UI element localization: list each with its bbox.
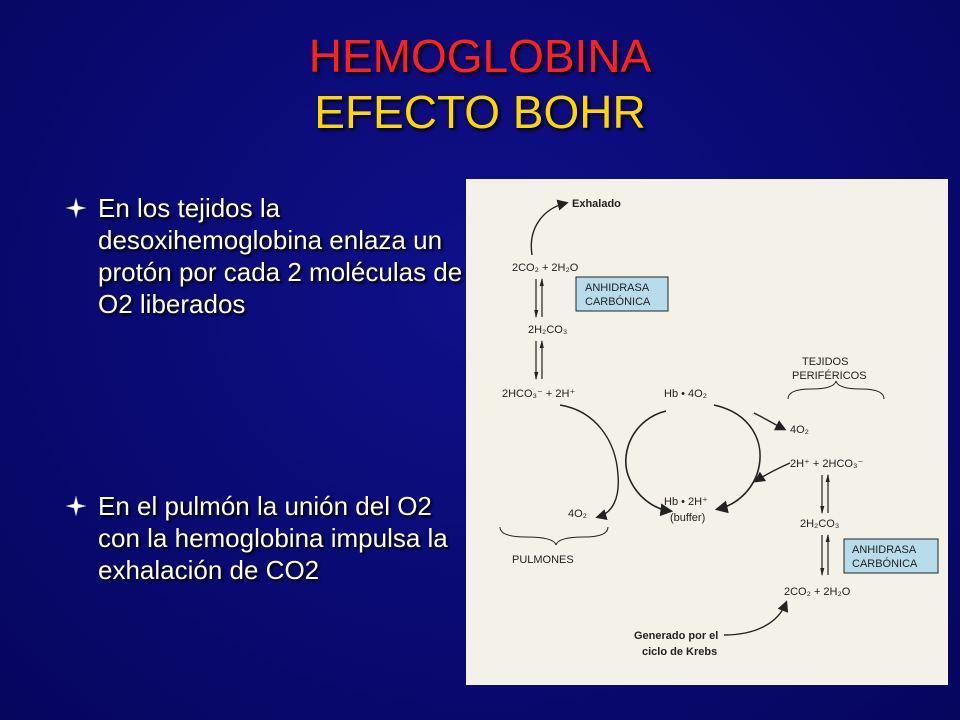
arrow-h-to-hb — [560, 405, 618, 517]
label-top-h2co3: 2H₂CO₃ — [528, 324, 568, 336]
label-pulmones: PULMONES — [512, 554, 574, 566]
label-tejidos-1: TEJIDOS — [802, 356, 849, 368]
label-bottom-co2-h2o: 2CO₂ + 2H₂O — [784, 586, 851, 598]
slide-title — [0, 28, 960, 140]
title-line-efecto-bohr: EFECTO BOHR — [314, 86, 646, 138]
label-right-h-hco3: 2H⁺ + 2HCO₃⁻ — [790, 458, 864, 470]
diagram-svg — [466, 179, 948, 685]
brace-tejidos — [788, 381, 884, 399]
enzyme-bottom-line2: CARBÓNICA — [852, 558, 918, 570]
equilibrium-arrows-right-2 — [822, 535, 828, 575]
diamond-bullet-icon — [66, 198, 86, 218]
title-line-hemoglobina: HEMOGLOBINA — [308, 30, 652, 82]
bullet-item-tejidos — [66, 192, 466, 320]
diamond-bullet-icon — [66, 496, 86, 516]
label-generado-2: ciclo de Krebs — [642, 646, 718, 658]
enzyme-bottom-line1: ANHIDRASA — [852, 544, 917, 556]
bullet-text-tejidos: En los tejidos la desoxihemoglobina enlaza un protón por cada 2 moléculas de O2 liberados — [98, 193, 463, 319]
enzyme-top-line1: ANHIDRASA — [585, 282, 650, 294]
equilibrium-arrows-right-1 — [822, 475, 828, 513]
label-top-co2-h2o: 2CO₂ + 2H₂O — [512, 262, 579, 274]
label-generado-1: Generado por el — [634, 630, 719, 642]
exhaled-arrow — [531, 203, 566, 255]
cycle-arrow-right — [714, 405, 760, 509]
arrow-to-4o2-right — [754, 413, 784, 429]
label-right-4o2: 4O₂ — [790, 424, 809, 436]
label-hb-2h: Hb • 2H⁺ — [664, 496, 708, 508]
equilibrium-arrows-top-1 — [536, 279, 542, 317]
label-left-4o2: 4O₂ — [568, 508, 587, 520]
enzyme-top-line2: CARBÓNICA — [585, 296, 651, 308]
bohr-effect-diagram — [466, 179, 948, 685]
brace-pulmones — [500, 527, 608, 545]
label-right-h2co3: 2H₂CO₃ — [800, 518, 840, 530]
label-exhalado: Exhalado — [572, 198, 621, 210]
bullet-text-pulmon: En el pulmón la unión del O2 con la hemoglobina impulsa la exhalación de CO2 — [98, 491, 448, 585]
label-hb-4o2: Hb • 4O₂ — [664, 388, 707, 400]
krebs-arrow — [724, 603, 786, 635]
label-tejidos-2: PERIFÉRICOS — [792, 370, 867, 382]
bullet-list — [66, 192, 466, 585]
label-buffer: (buffer) — [670, 512, 706, 524]
equilibrium-arrows-top-2 — [536, 341, 542, 379]
bullet-item-pulmon — [66, 490, 466, 586]
label-left-hco3-h: 2HCO₃⁻ + 2H⁺ — [502, 388, 576, 400]
arrow-h-to-right — [756, 463, 790, 481]
